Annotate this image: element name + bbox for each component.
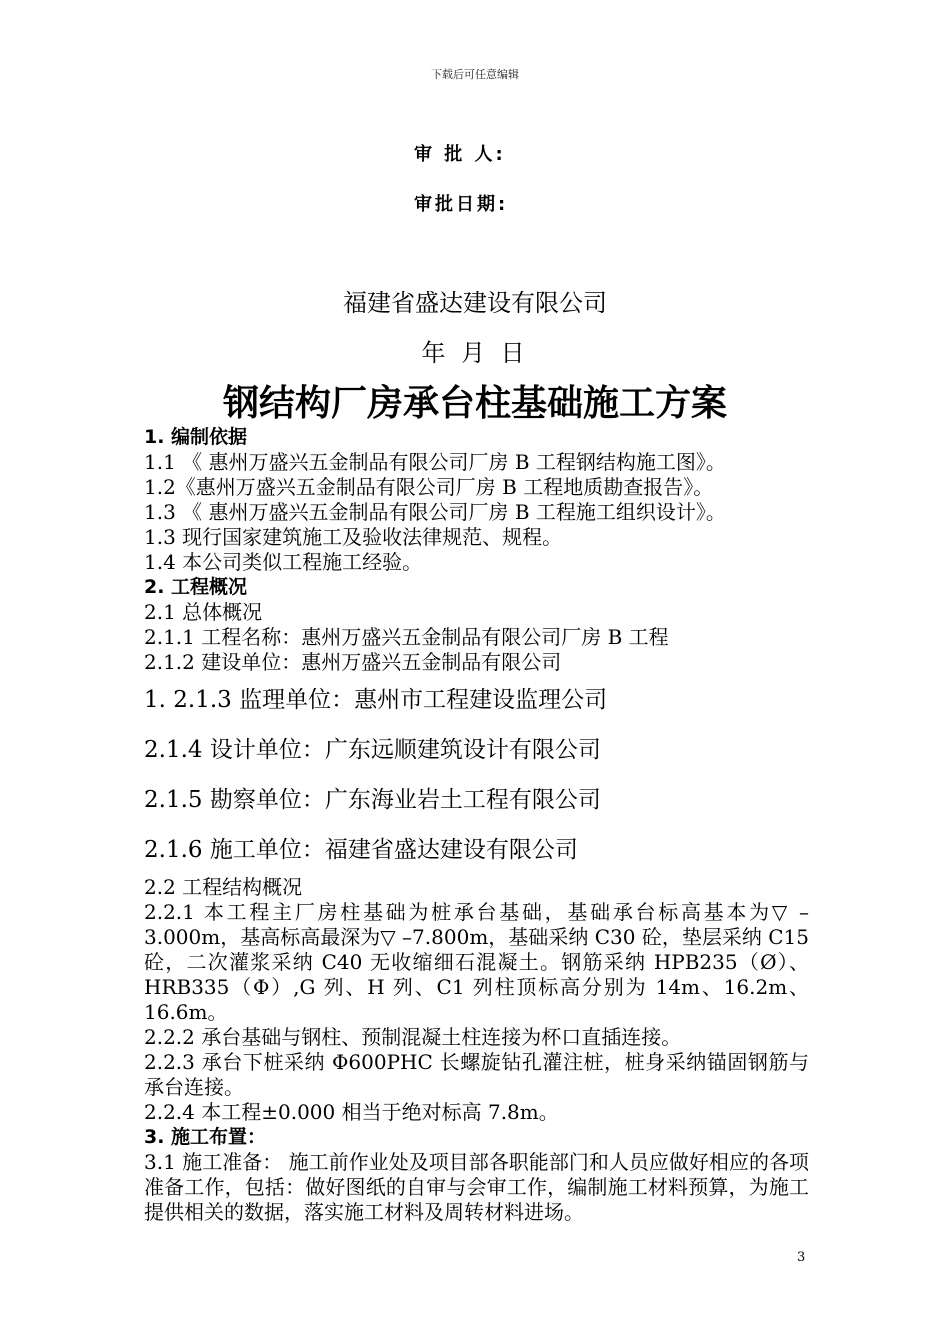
paragraph: 2.1.6 施工单位：福建省盛达建设有限公司 [144,837,578,863]
paragraph: 3.1 施工准备： 施工前作业处及项目部各职能部门和人员应做好相应的各项准备工作，包括：做好图纸的自审与会审工作，编制施工材料预算，为施工提供相关的数据，落实施工材料及周转材料进场。 [144,1150,809,1224]
paragraph: 2.2.2 承台基础与钢柱、预制混凝土柱连接为杯口直插连接。 [144,1025,682,1049]
paragraph: 2.1.4 设计单位：广东远顺建筑设计有限公司 [144,737,601,763]
paragraph: 2.1.1 工程名称：惠州万盛兴五金制品有限公司厂房 B 工程 [144,625,669,649]
paragraph: 2.1 总体概况 [144,600,263,624]
page-number: 3 [797,1250,806,1265]
approver-label: 审 批 人: [414,144,506,165]
paragraph: 2.2.3 承台下桩采纳 Φ600PHC 长螺旋钻孔灌注桩，桩身采纳锚固钢筋与承台连接。 [144,1050,809,1099]
document-body [144,425,809,1225]
section-heading: 1. 编制依据 [144,426,248,448]
paragraph: 1.3 《 惠州万盛兴五金制品有限公司厂房 B 工程施工组织设计》。 [144,500,726,524]
paragraph: 2.1.5 勘察单位：广东海业岩土工程有限公司 [144,787,601,813]
date-line: 年 月 日 [421,339,529,367]
paragraph: 2.2.1 本工程主厂房柱基础为桩承台基础，基础承台标高基本为▽ –3.000m，基高标高最深为▽ –7.800m，基础采纳 C30 砼，垫层采纳 C15 砼，二次灌浆采纳 C40 无收缩细石混凝土。钢筋采纳 HPB235（Ø）、HRB335（Φ）,G 列、H 列、C1 列柱顶标高分别为 14m、16.2m、16.6m。 [144,900,809,1024]
paragraph: 2.2 工程结构概况 [144,875,303,899]
section-heading: 3. 施工布置： [144,1126,267,1148]
paragraph: 1.4 本公司类似工程施工经验。 [144,550,423,574]
paragraph: 2.1.2 建设单位：惠州万盛兴五金制品有限公司 [144,650,562,674]
paragraph: 1. 2.1.3 监理单位：惠州市工程建设监理公司 [144,687,608,713]
paragraph: 1.2《惠州万盛兴五金制品有限公司厂房 B 工程地质勘查报告》。 [144,475,714,499]
approval-date-label: 审批日期: [414,194,509,215]
paragraph: 1.1 《 惠州万盛兴五金制品有限公司厂房 B 工程钢结构施工图》。 [144,450,726,474]
company-name: 福建省盛达建设有限公司 [343,289,607,317]
section-heading: 2. 工程概况 [144,576,248,598]
paragraph: 2.2.4 本工程±0.000 相当于绝对标高 7.8m。 [144,1100,559,1124]
paragraph: 1.3 现行国家建筑施工及验收法律规范、规程。 [144,525,563,549]
header-note: 下载后可任意编辑 [431,68,519,81]
document-title: 钢结构厂房承台柱基础施工方案 [222,383,727,424]
